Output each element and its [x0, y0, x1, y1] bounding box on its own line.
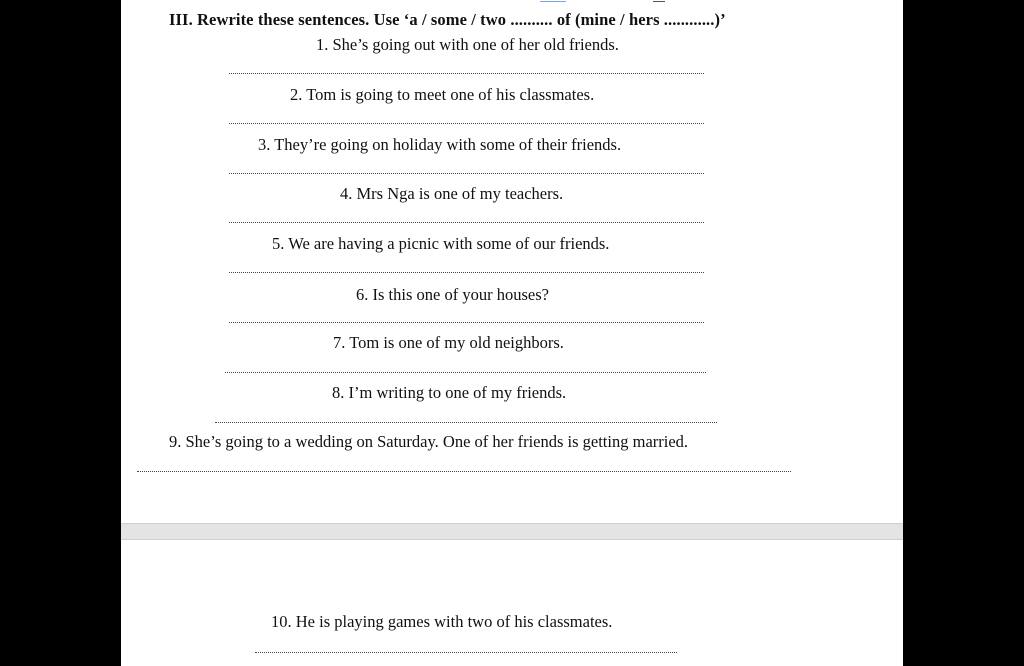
sentence-2: 2. Tom is going to meet one of his classmates.	[290, 85, 595, 104]
sentence-5: 5. We are having a picnic with some of our friends.	[272, 234, 610, 253]
ruler-mark	[540, 1, 566, 2]
ruler-marks	[121, 0, 903, 4]
answer-line-4[interactable]	[229, 222, 704, 223]
answer-line-3[interactable]	[229, 173, 704, 174]
sentence-9: 9. She’s going to a wedding on Saturday. One of her friends is getting married.	[169, 432, 689, 451]
answer-line-10[interactable]	[255, 652, 677, 653]
document-page-2	[121, 540, 903, 666]
sentence-1: 1. She’s going out with one of her old friends.	[316, 35, 619, 54]
document-page-1	[121, 0, 903, 523]
sentence-8: 8. I’m writing to one of my friends.	[332, 383, 567, 402]
answer-line-7[interactable]	[225, 372, 706, 373]
answer-line-6[interactable]	[229, 322, 704, 323]
sentence-3: 3. They’re going on holiday with some of their friends.	[258, 135, 622, 154]
answer-line-8[interactable]	[215, 422, 717, 423]
answer-line-1[interactable]	[229, 73, 704, 74]
sentence-10: 10. He is playing games with two of his classmates.	[271, 612, 613, 631]
answer-line-5[interactable]	[229, 272, 704, 273]
answer-line-2[interactable]	[229, 123, 704, 124]
answer-line-9[interactable]	[137, 471, 791, 472]
exercise-heading: III. Rewrite these sentences. Use ‘a / some / two .......... of (mine / hers ............)’	[169, 10, 726, 29]
sentence-4: 4. Mrs Nga is one of my teachers.	[340, 184, 564, 203]
sentence-7: 7. Tom is one of my old neighbors.	[333, 333, 564, 352]
sentence-6: 6. Is this one of your houses?	[356, 285, 549, 304]
ruler-mark	[653, 1, 665, 2]
page-separator	[121, 523, 903, 540]
